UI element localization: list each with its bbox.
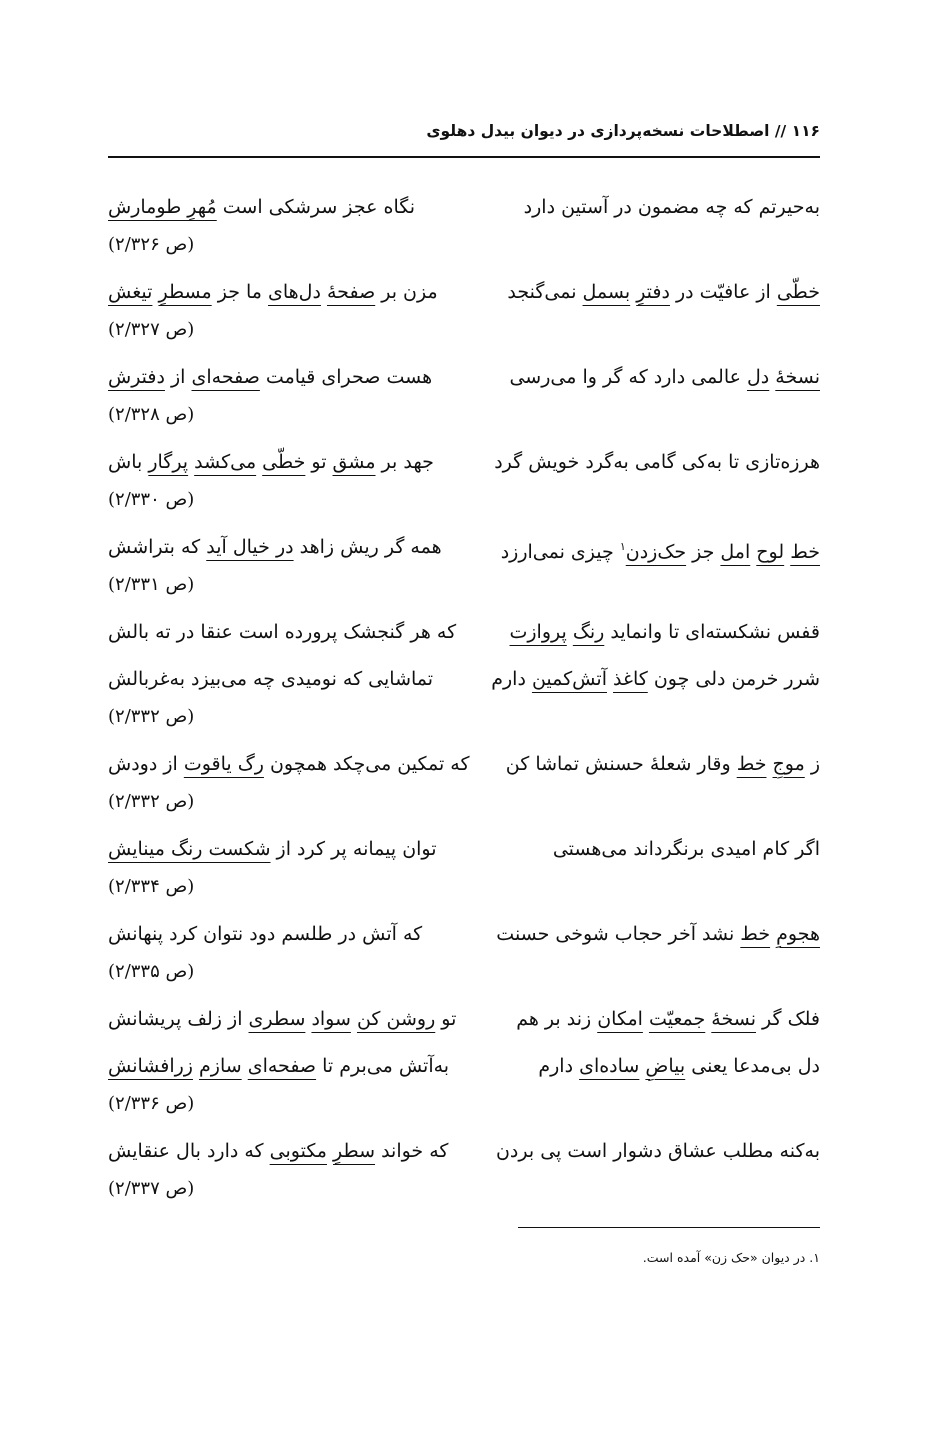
couplet-line — [108, 269, 820, 316]
second-hemistich: مزن بر صفحهٔ دل‌های ما جز مسطرِ تیغش — [108, 281, 438, 303]
couplet-line — [108, 1043, 820, 1090]
running-header — [108, 118, 820, 158]
couplet-line — [108, 609, 820, 656]
couplet-line — [108, 656, 820, 703]
page-reference — [108, 486, 820, 522]
underlined-term: پروازت — [509, 621, 567, 643]
footnote-marker: ۱ — [619, 540, 626, 553]
underlined-term: حک‌زدن — [625, 541, 687, 563]
page-header-title: ۱۱۶ // اصطلاحات نسخه‌پردازی در دیوان بیدل دهلوی — [426, 122, 820, 140]
couplet-line — [108, 911, 820, 958]
page-reference — [108, 401, 820, 437]
footnote-divider — [518, 1227, 820, 1228]
couplet-line — [108, 1128, 820, 1175]
first-hemistich: شرر خرمن دلی چون کاغذ آتش‌کمین دارم — [491, 668, 820, 690]
verse — [108, 826, 820, 909]
underlined-term: دل‌های — [268, 281, 321, 303]
underlined-term: مسطرِ — [158, 281, 212, 303]
underlined-term: ساده‌ای — [579, 1055, 640, 1077]
second-hemistich: تماشایی که نومیدی چه می‌بیزد به‌غربالش — [108, 668, 434, 690]
page-reference-text: (ص ۲/۳۳۶) — [108, 1093, 195, 1114]
underlined-term: جمعیّت — [648, 1008, 706, 1030]
underlined-term: مُهرِ طومارش — [108, 196, 217, 218]
verse — [108, 524, 820, 607]
underlined-term: تیغش — [108, 281, 153, 303]
page-reference-text: (ص ۲/۳۲۸) — [108, 404, 195, 425]
second-hemistich: که خواند سطرِ مکتوبی که دارد بال عنقایش — [108, 1140, 449, 1162]
page-reference — [108, 703, 820, 739]
underlined-term: روشن کن — [356, 1008, 436, 1030]
verse — [108, 1043, 820, 1126]
second-hemistich: همه گر ریش زاهد در خیال آید که بتراشش — [108, 536, 442, 558]
couplet-line — [108, 996, 820, 1043]
couplet-line — [108, 439, 820, 486]
page-reference-text: (ص ۲/۳۲۶) — [108, 234, 195, 255]
first-hemistich: خطّی از عافیّت در دفترِ بسمل نمی‌گنجد — [507, 281, 820, 303]
underlined-term: پرگار — [148, 451, 189, 473]
first-hemistich: اگر کام امیدی برنگرداند می‌هستی — [552, 838, 820, 860]
verse — [108, 354, 820, 437]
couplet-line — [108, 741, 820, 788]
page-reference — [108, 1090, 820, 1126]
underlined-term: مشق — [332, 451, 376, 473]
first-hemistich: دل بی‌مدعا یعنی بیاضِ ساده‌ای دارم — [538, 1055, 820, 1077]
first-hemistich: هجومِ خط نشد آخر حجاب شوخی حسنت — [496, 923, 820, 945]
page-reference-text: (ص ۲/۳۳۵) — [108, 961, 195, 982]
page-reference-text: (ص ۲/۳۲۷) — [108, 319, 195, 340]
page-reference — [108, 231, 820, 267]
couplet-line — [108, 354, 820, 401]
underlined-term: آتش‌کمین — [531, 668, 607, 690]
first-hemistich: به‌حیرتم که چه مضمون در آستین دارد — [523, 196, 820, 218]
page-reference — [108, 873, 820, 909]
first-hemistich: خط لوح امل جز حک‌زدن$^۱$ چیزی نمی‌ارزد — [500, 540, 820, 563]
verse — [108, 996, 820, 1043]
underlined-term: در خیال آید — [206, 536, 294, 558]
underlined-term: صفحهٔ — [327, 281, 376, 303]
verse — [108, 269, 820, 352]
second-hemistich: توان پیمانه پر کرد از شکست رنگ مینایش — [108, 838, 437, 860]
underlined-term: دل — [746, 366, 770, 388]
second-hemistich: که آتش در طلسم دود نتوان کرد پنهانش — [108, 923, 423, 945]
page-reference — [108, 1175, 820, 1211]
underlined-term: رگ یاقوت — [183, 753, 264, 775]
underlined-term: موجِ — [772, 753, 805, 775]
underlined-term: سازم — [199, 1055, 242, 1077]
first-hemistich: نسخهٔ دل عالمی دارد که گر وا می‌رسی — [509, 366, 820, 388]
verse — [108, 609, 820, 656]
page-reference — [108, 316, 820, 352]
couplet-line — [108, 826, 820, 873]
underlined-term: بیاضِ — [645, 1055, 686, 1077]
underlined-term: مکتوبی — [269, 1140, 327, 1162]
underlined-term: امل — [720, 541, 751, 563]
underlined-term: خط — [740, 923, 771, 945]
underlined-term: لوح — [756, 541, 785, 563]
footnote: ۱. در دیوان «حک زن» آمده است. — [642, 1250, 820, 1265]
underlined-term: دفترِ — [636, 281, 670, 303]
underlined-term: می‌کشد — [194, 451, 257, 473]
underlined-term: خطّی — [262, 451, 306, 473]
second-hemistich: به‌آتش می‌برم تا صفحه‌ای سازم زرافشانش — [108, 1055, 450, 1077]
underlined-term: بسمل — [582, 281, 631, 303]
verse — [108, 184, 820, 267]
underlined-term: شکست رنگ مینایش — [108, 838, 271, 860]
underlined-term: صفحه‌ای — [191, 366, 260, 388]
first-hemistich: ز موجِ خط وقار شعلهٔ حسنش تماشا کن — [505, 753, 820, 775]
verse — [108, 656, 820, 739]
underlined-term: نسخهٔ — [711, 1008, 756, 1030]
page-reference — [108, 571, 820, 607]
underlined-term: دفترش — [108, 366, 165, 388]
page-reference — [108, 958, 820, 994]
underlined-term: خط — [736, 753, 767, 775]
underlined-term: خط — [790, 541, 820, 563]
page-reference — [108, 788, 820, 824]
verse — [108, 741, 820, 824]
verse — [108, 911, 820, 994]
couplet-line — [108, 524, 820, 571]
couplet-line — [108, 184, 820, 231]
underlined-term: خطّی — [776, 281, 820, 303]
page-reference-text: (ص ۲/۳۳۲) — [108, 791, 195, 812]
underlined-term: زرافشانش — [108, 1055, 193, 1077]
page-reference-text: (ص ۲/۳۳۲) — [108, 706, 195, 727]
verse — [108, 1128, 820, 1211]
page-reference-text: (ص ۲/۳۳۷) — [108, 1178, 195, 1199]
underlined-term: سطری — [248, 1008, 306, 1030]
second-hemistich: جهد بر مشق تو خطّی می‌کشد پرگار باش — [108, 451, 434, 473]
first-hemistich: به‌کنه مطلب عشاق دشوار است پی بردن — [495, 1140, 820, 1162]
first-hemistich: فلک گر نسخهٔ جمعیّت امکان زند بر هم — [516, 1008, 820, 1030]
verse — [108, 439, 820, 522]
first-hemistich: قفس نشکسته‌ای تا وانماید رنگ پروازت — [509, 621, 820, 643]
page-reference-text: (ص ۲/۳۳۱) — [108, 574, 195, 595]
page-reference-text: (ص ۲/۳۳۰) — [108, 489, 195, 510]
underlined-term: امکان — [597, 1008, 643, 1030]
underlined-term: رنگ — [572, 621, 605, 643]
second-hemistich: که هر گنجشک پرورده است عنقا در ته بالش — [108, 621, 457, 643]
verse-list — [108, 184, 820, 1213]
underlined-term: کاغذ — [613, 668, 648, 690]
first-hemistich: هرزه‌تازی تا به‌کی گامی به‌گرد خویش گرد — [494, 451, 820, 473]
underlined-term: نسخهٔ — [775, 366, 820, 388]
second-hemistich: نگاه عجز سرشکی است مُهرِ طومارش — [108, 196, 416, 218]
second-hemistich: تو روشن کن سواد سطری از زلف پریشانش — [108, 1008, 457, 1030]
second-hemistich: هست صحرای قیامت صفحه‌ای از دفترش — [108, 366, 433, 388]
page-reference-text: (ص ۲/۳۳۴) — [108, 876, 195, 897]
underlined-term: صفحه‌ای — [247, 1055, 317, 1077]
second-hemistich: که تمکین می‌چکد همچون رگ یاقوت از دودش — [108, 753, 470, 775]
underlined-term: هجومِ — [776, 923, 820, 945]
underlined-term: سواد — [311, 1008, 351, 1030]
underlined-term: سطرِ — [333, 1140, 376, 1162]
